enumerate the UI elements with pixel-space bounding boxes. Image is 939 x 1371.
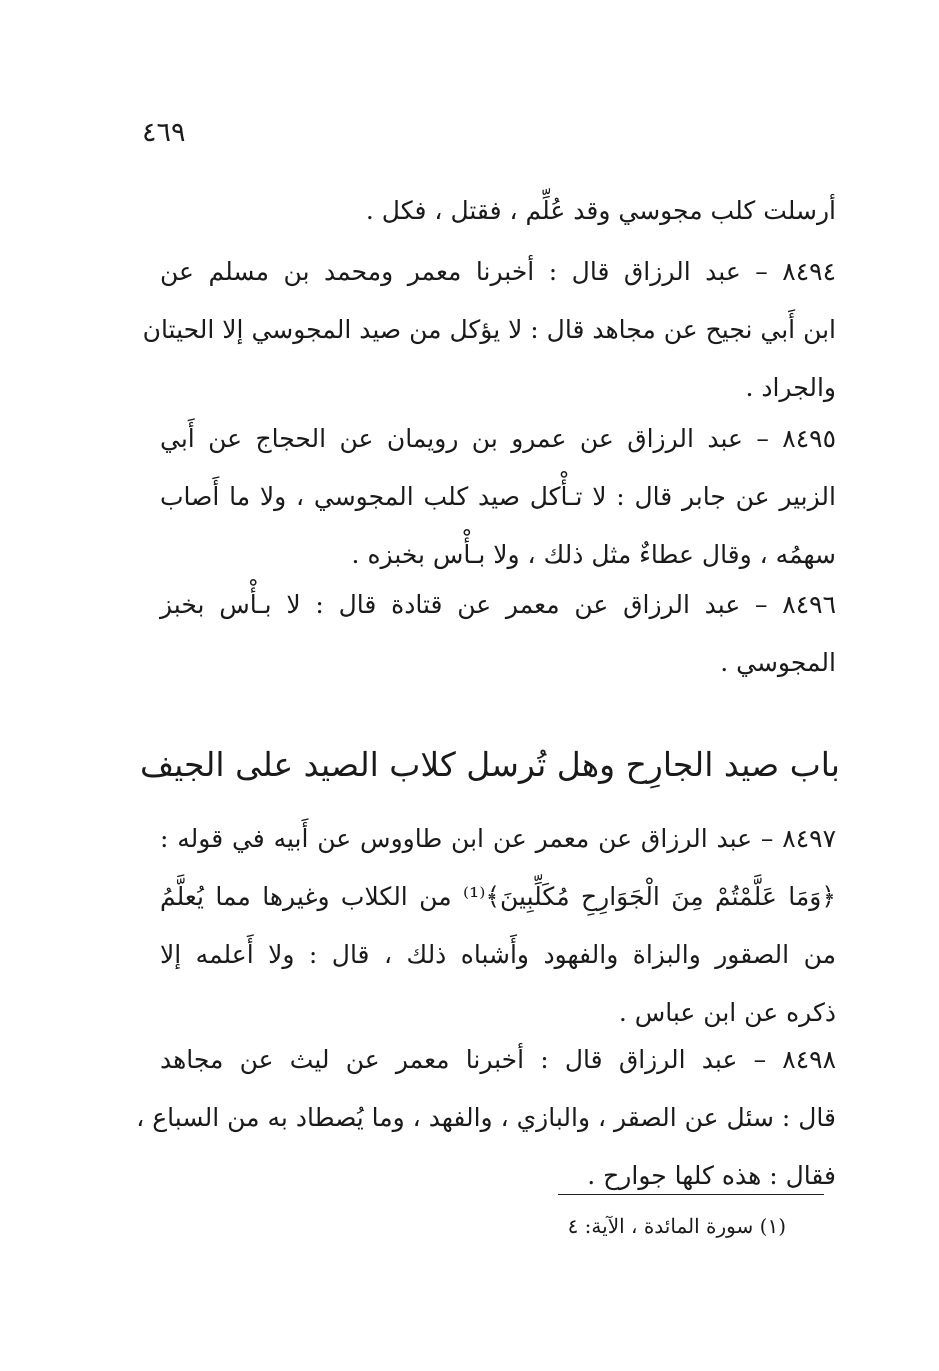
hadith-8495: [160, 410, 836, 584]
text-line: أرسلت كلب مجوسي وقد عُلِّم ، فقتل ، فكل .: [365, 196, 836, 225]
hadith-8498: [136, 1031, 836, 1205]
paragraph-continuation: [160, 182, 836, 240]
text-line: من الصقور والبزاة والفهود وأَشباه ذلك ، قال : ولا أَعلمه إلا: [160, 940, 836, 969]
footnote-divider: [558, 1194, 824, 1195]
text-line: الزبير عن جابر قال : لا تـأْكل صيد كلب المجوسي ، ولا ما أَصاب: [160, 482, 836, 511]
text-line: سهمُه ، وقال عطاءٌ مثل ذلك ، ولا بـأْس بخبزه .: [351, 540, 836, 569]
hadith-8497: [160, 810, 836, 1042]
text-line: فقال : هذه كلها جوارح .: [587, 1161, 836, 1190]
text-line: ﴿وَمَا عَلَّمْتُمْ مِنَ الْجَوَارِحِ مُكَلِّبِينَ﴾⁽¹⁾ من الكلاب وغيرها مما يُعلَّمُ: [160, 882, 837, 911]
page-number: ٤٦٩: [142, 117, 186, 148]
text-line: ذكره عن ابن عباس .: [618, 998, 836, 1027]
text-line: ٨٤٩٥ – عبد الرزاق عن عمرو بن رويمان عن الحجاج عن أَبي: [160, 424, 836, 453]
text-line: قال : سئل عن الصقر ، والبازي ، والفهد ، وما يُصطاد به من السباع ،: [136, 1103, 836, 1132]
text-line: ٨٤٩٤ – عبد الرزاق قال : أخبرنا معمر ومحمد بن مسلم عن: [160, 257, 836, 286]
text-line: المجوسي .: [720, 648, 836, 677]
hadith-8496: [160, 576, 836, 692]
text-line: ابن أَبي نجيح عن مجاهد قال : لا يؤكل من صيد المجوسي إلا الحيتان: [142, 315, 836, 344]
hadith-8494: [142, 243, 836, 417]
text-line: ٨٤٩٨ – عبد الرزاق قال : أخبرنا معمر عن ليث عن مجاهد: [160, 1045, 836, 1074]
text-line: والجراد .: [745, 373, 836, 402]
text-line: ٨٤٩٦ – عبد الرزاق عن معمر عن قتادة قال : لا بـأْس بخبز: [160, 590, 836, 619]
footnote: (١) سورة المائدة ، الآية: ٤: [567, 1214, 786, 1238]
text-line: ٨٤٩٧ – عبد الرزاق عن معمر عن ابن طاووس عن أَبيه في قوله :: [160, 824, 836, 853]
chapter-heading: باب صيد الجارِح وهل تُرسل كلاب الصيد على الجيف: [139, 745, 840, 784]
